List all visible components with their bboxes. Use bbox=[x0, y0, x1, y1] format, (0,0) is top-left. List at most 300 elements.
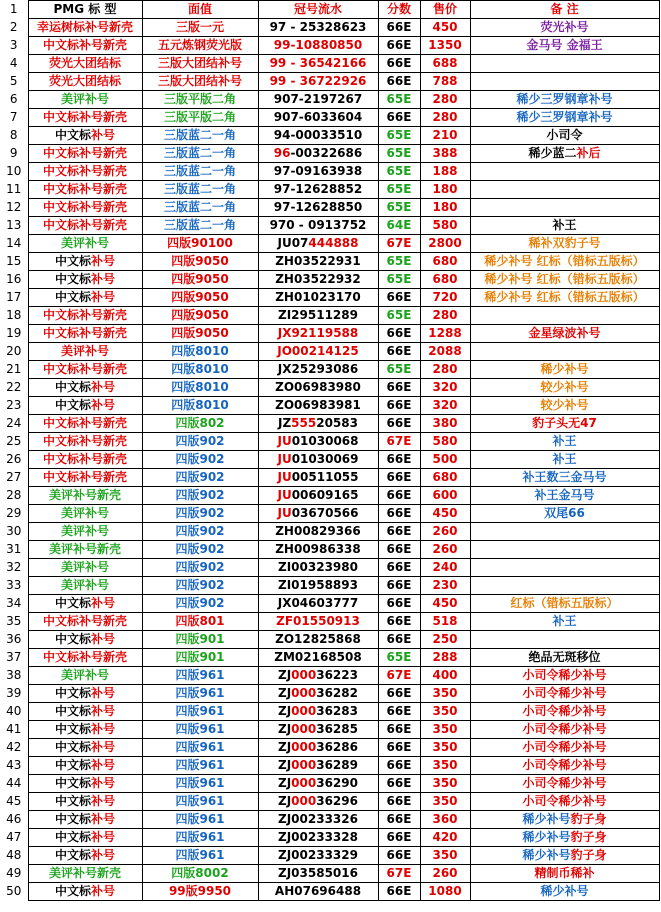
cell-type bbox=[28, 271, 142, 289]
cell-note-text: 稀少补号 红标（错标五版标） bbox=[484, 290, 645, 304]
cell-note-text: 稀少三罗钢章补号 bbox=[516, 92, 613, 106]
cell-serial bbox=[258, 883, 378, 901]
cell-price-text: 450 bbox=[432, 20, 458, 34]
cell-denomination bbox=[142, 163, 258, 181]
cell-score bbox=[378, 343, 420, 361]
row-number: 3 bbox=[0, 37, 28, 55]
cell-serial-text: 36283 bbox=[316, 704, 358, 718]
cell-type-text: 中文标补号新壳 bbox=[42, 326, 127, 340]
row-number: 31 bbox=[0, 541, 28, 559]
cell-note bbox=[470, 127, 659, 145]
cell-note bbox=[470, 235, 659, 253]
cell-type-text: 荧光大团结标 bbox=[48, 74, 121, 88]
cell-type-text: 补号 bbox=[91, 380, 116, 394]
cell-serial bbox=[258, 865, 378, 883]
cell-note-text: 较少补号 bbox=[540, 398, 589, 412]
cell-type bbox=[28, 865, 142, 883]
cell-serial-text: 000 bbox=[291, 740, 317, 754]
cell-denomination-text: 四版9050 bbox=[171, 326, 229, 340]
cell-score bbox=[378, 415, 420, 433]
cell-type-text: 美评补号 bbox=[60, 668, 109, 682]
table-row bbox=[0, 883, 659, 901]
cell-price-text: 380 bbox=[432, 416, 458, 430]
cell-denomination bbox=[142, 487, 258, 505]
row-number: 30 bbox=[0, 523, 28, 541]
cell-denomination-text: 四版901 bbox=[175, 632, 225, 646]
cell-denomination-text: 四版8010 bbox=[171, 380, 229, 394]
cell-denomination-text: 四版9050 bbox=[171, 290, 229, 304]
cell-price-text: 280 bbox=[432, 308, 458, 322]
cell-price-text: 680 bbox=[432, 470, 458, 484]
cell-serial bbox=[258, 73, 378, 91]
cell-price-text: 600 bbox=[432, 488, 458, 502]
cell-serial bbox=[258, 685, 378, 703]
cell-type bbox=[28, 235, 142, 253]
cell-type-text: 补号 bbox=[91, 848, 116, 862]
cell-score-text: 65E bbox=[386, 272, 412, 286]
cell-denomination bbox=[142, 217, 258, 235]
cell-denomination bbox=[142, 91, 258, 109]
cell-denomination bbox=[142, 739, 258, 757]
cell-price-text: 350 bbox=[432, 794, 458, 808]
cell-denomination bbox=[142, 307, 258, 325]
row-number: 15 bbox=[0, 253, 28, 271]
cell-price-text: 680 bbox=[432, 254, 458, 268]
cell-serial-text: JU bbox=[277, 470, 292, 484]
cell-type bbox=[28, 307, 142, 325]
table-row bbox=[0, 199, 659, 217]
cell-type-text: 中文标补号新壳 bbox=[42, 164, 127, 178]
cell-type bbox=[28, 415, 142, 433]
cell-denomination bbox=[142, 325, 258, 343]
cell-price bbox=[420, 703, 470, 721]
cell-price-text: 420 bbox=[432, 830, 458, 844]
cell-type bbox=[28, 631, 142, 649]
cell-serial-text: 000 bbox=[291, 722, 317, 736]
cell-denomination-text: 三版蓝二一角 bbox=[163, 164, 236, 178]
cell-note-text: 补王数三金马号 bbox=[522, 470, 607, 484]
row-number: 40 bbox=[0, 703, 28, 721]
cell-note-text: 稀少补号 bbox=[540, 362, 589, 376]
cell-serial-text: 03670566 bbox=[291, 506, 359, 520]
cell-type-text: 中文标 bbox=[54, 686, 91, 700]
cell-type bbox=[28, 73, 142, 91]
cell-price-text: 350 bbox=[432, 722, 458, 736]
cell-denomination bbox=[142, 361, 258, 379]
cell-denomination-text: 四版8010 bbox=[171, 362, 229, 376]
cell-note-text: 稀少补号 bbox=[522, 848, 571, 862]
cell-score-text: 66E bbox=[386, 56, 412, 70]
cell-price-text: 350 bbox=[432, 704, 458, 718]
cell-score-text: 65E bbox=[386, 200, 412, 214]
cell-score-text: 66E bbox=[386, 20, 412, 34]
cell-score bbox=[378, 487, 420, 505]
cell-serial-text: ZO06983980 bbox=[275, 380, 361, 394]
cell-serial-text: 000 bbox=[291, 776, 317, 790]
cell-price-text: 688 bbox=[432, 56, 458, 70]
cell-type bbox=[28, 343, 142, 361]
cell-denomination-text: 四版902 bbox=[175, 452, 225, 466]
cell-note bbox=[470, 595, 659, 613]
cell-score-text: 66E bbox=[386, 506, 412, 520]
cell-serial bbox=[258, 91, 378, 109]
row-number: 7 bbox=[0, 109, 28, 127]
header-note: 备 注 bbox=[470, 1, 659, 19]
cell-type bbox=[28, 145, 142, 163]
cell-price bbox=[420, 595, 470, 613]
cell-denomination bbox=[142, 253, 258, 271]
cell-serial bbox=[258, 235, 378, 253]
table-row bbox=[0, 379, 659, 397]
cell-denomination bbox=[142, 757, 258, 775]
cell-score bbox=[378, 721, 420, 739]
cell-note-text: 金马号 金福王 bbox=[526, 38, 603, 52]
cell-note-text: 补后 bbox=[576, 146, 601, 160]
cell-score-text: 66E bbox=[386, 452, 412, 466]
cell-type-text: 补号 bbox=[91, 632, 116, 646]
cell-note bbox=[470, 649, 659, 667]
cell-price bbox=[420, 271, 470, 289]
cell-type-text: 补号 bbox=[91, 398, 116, 412]
cell-note bbox=[470, 91, 659, 109]
cell-price-text: 1350 bbox=[428, 38, 462, 52]
cell-serial-text: 97-12628852 bbox=[273, 182, 363, 196]
cell-type-text: 中文标补号新壳 bbox=[42, 452, 127, 466]
cell-note-text: 小司令 bbox=[546, 128, 583, 142]
cell-denomination bbox=[142, 721, 258, 739]
cell-serial bbox=[258, 559, 378, 577]
cell-serial bbox=[258, 703, 378, 721]
cell-score-text: 66E bbox=[386, 722, 412, 736]
cell-serial-text: 96 bbox=[273, 146, 291, 160]
cell-price bbox=[420, 865, 470, 883]
cell-price-text: 350 bbox=[432, 686, 458, 700]
header-type: PMG 标 型 bbox=[28, 1, 142, 19]
cell-serial bbox=[258, 433, 378, 451]
cell-score bbox=[378, 469, 420, 487]
cell-score-text: 66E bbox=[386, 380, 412, 394]
cell-price bbox=[420, 199, 470, 217]
table-row bbox=[0, 361, 659, 379]
cell-denomination bbox=[142, 37, 258, 55]
cell-score-text: 66E bbox=[386, 74, 412, 88]
cell-type bbox=[28, 685, 142, 703]
cell-price bbox=[420, 757, 470, 775]
cell-score-text: 66E bbox=[386, 776, 412, 790]
cell-denomination-text: 三版蓝二一角 bbox=[163, 146, 236, 160]
cell-serial-text: 36282 bbox=[316, 686, 358, 700]
cell-denomination bbox=[142, 667, 258, 685]
cell-denomination bbox=[142, 379, 258, 397]
cell-note bbox=[470, 253, 659, 271]
cell-price bbox=[420, 253, 470, 271]
cell-denomination bbox=[142, 505, 258, 523]
row-number: 10 bbox=[0, 163, 28, 181]
cell-denomination-text: 四版961 bbox=[175, 686, 225, 700]
table-row bbox=[0, 325, 659, 343]
cell-serial bbox=[258, 19, 378, 37]
cell-type-text: 美评补号 bbox=[60, 236, 109, 250]
cell-price-text: 180 bbox=[432, 182, 458, 196]
cell-score-text: 66E bbox=[386, 110, 412, 124]
cell-type-text: 新壳 bbox=[109, 20, 134, 34]
cell-price-text: 320 bbox=[432, 398, 458, 412]
cell-score-text: 66E bbox=[386, 344, 412, 358]
cell-type-text: 中文标补号新壳 bbox=[42, 434, 127, 448]
cell-type-text: 中文标 bbox=[54, 758, 91, 772]
cell-type bbox=[28, 397, 142, 415]
cell-note bbox=[470, 433, 659, 451]
cell-score-text: 66E bbox=[386, 794, 412, 808]
row-number: 23 bbox=[0, 397, 28, 415]
cell-type-text: 中文标补号新壳 bbox=[42, 362, 127, 376]
cell-price bbox=[420, 163, 470, 181]
cell-denomination-text: 四版902 bbox=[175, 488, 225, 502]
cell-note-text: 金星绿波补号 bbox=[528, 326, 601, 340]
cell-note-text: 荧光补号 bbox=[540, 20, 589, 34]
cell-score bbox=[378, 793, 420, 811]
cell-denomination bbox=[142, 865, 258, 883]
cell-denomination bbox=[142, 145, 258, 163]
cell-price-text: 280 bbox=[432, 92, 458, 106]
cell-score-text: 66E bbox=[386, 614, 412, 628]
cell-type bbox=[28, 19, 142, 37]
cell-price-text: 210 bbox=[432, 128, 458, 142]
cell-type bbox=[28, 199, 142, 217]
cell-denomination-text: 四版902 bbox=[175, 524, 225, 538]
cell-note-text: 稀补双豹子号 bbox=[528, 236, 601, 250]
cell-score-text: 66E bbox=[386, 848, 412, 862]
table-row bbox=[0, 271, 659, 289]
cell-score bbox=[378, 307, 420, 325]
cell-serial-text: 97 - 25328623 bbox=[269, 20, 367, 34]
table-row bbox=[0, 37, 659, 55]
cell-type-text: 补号 bbox=[91, 290, 116, 304]
cell-note bbox=[470, 523, 659, 541]
cell-note bbox=[470, 883, 659, 901]
cell-score bbox=[378, 361, 420, 379]
cell-denomination-text: 三版蓝二一角 bbox=[163, 182, 236, 196]
cell-score bbox=[378, 595, 420, 613]
cell-type-text: 中文标 bbox=[54, 848, 91, 862]
cell-denomination-text: 四版9050 bbox=[171, 272, 229, 286]
cell-type bbox=[28, 181, 142, 199]
cell-score bbox=[378, 667, 420, 685]
cell-denomination bbox=[142, 109, 258, 127]
cell-serial bbox=[258, 199, 378, 217]
cell-note-text: 稀少蓝二 bbox=[528, 146, 577, 160]
cell-price-text: 280 bbox=[432, 362, 458, 376]
cell-serial-text: ZJ bbox=[278, 722, 292, 736]
cell-score-text: 66E bbox=[386, 470, 412, 484]
cell-score-text: 66E bbox=[386, 686, 412, 700]
cell-note-text: 红标（错标五版标） bbox=[510, 596, 619, 610]
cell-type-text: 中文标 bbox=[54, 812, 91, 826]
cell-serial-text: 97-09163938 bbox=[273, 164, 363, 178]
cell-type-text: 中文标补号新壳 bbox=[42, 308, 127, 322]
cell-note bbox=[470, 379, 659, 397]
cell-serial bbox=[258, 343, 378, 361]
table-row bbox=[0, 55, 659, 73]
cell-type bbox=[28, 649, 142, 667]
cell-score-text: 66E bbox=[386, 578, 412, 592]
cell-price bbox=[420, 397, 470, 415]
cell-denomination bbox=[142, 847, 258, 865]
row-number: 19 bbox=[0, 325, 28, 343]
cell-note bbox=[470, 343, 659, 361]
cell-denomination bbox=[142, 181, 258, 199]
cell-type bbox=[28, 523, 142, 541]
cell-type bbox=[28, 127, 142, 145]
cell-serial-text: JU bbox=[277, 452, 292, 466]
cell-price bbox=[420, 541, 470, 559]
table-row bbox=[0, 667, 659, 685]
cell-note-text: 小司令稀少补号 bbox=[522, 794, 607, 808]
cell-denomination bbox=[142, 613, 258, 631]
cell-score-text: 67E bbox=[386, 668, 412, 682]
cell-serial-text: 99 - 36542166 bbox=[269, 56, 367, 70]
cell-note-text: 小司令稀少补号 bbox=[522, 758, 607, 772]
cell-note-text: 豹子头无47 bbox=[532, 416, 597, 430]
cell-type-text: 中文标 bbox=[54, 740, 91, 754]
cell-score bbox=[378, 19, 420, 37]
cell-serial bbox=[258, 793, 378, 811]
cell-type bbox=[28, 577, 142, 595]
cell-type bbox=[28, 109, 142, 127]
cell-score-text: 66E bbox=[386, 38, 412, 52]
cell-serial bbox=[258, 271, 378, 289]
table-row bbox=[0, 145, 659, 163]
cell-serial-text: JO00214125 bbox=[277, 344, 359, 358]
cell-price bbox=[420, 343, 470, 361]
cell-price-text: 788 bbox=[432, 74, 458, 88]
table-row bbox=[0, 415, 659, 433]
table-row bbox=[0, 721, 659, 739]
cell-score bbox=[378, 451, 420, 469]
cell-score bbox=[378, 235, 420, 253]
cell-note bbox=[470, 451, 659, 469]
cell-type-text: 补号 bbox=[84, 20, 109, 34]
cell-serial-text: 907-2197267 bbox=[273, 92, 363, 106]
cell-score bbox=[378, 199, 420, 217]
table-row bbox=[0, 559, 659, 577]
cell-denomination-text: 四版802 bbox=[175, 416, 225, 430]
cell-score bbox=[378, 73, 420, 91]
row-number: 39 bbox=[0, 685, 28, 703]
cell-score-text: 66E bbox=[386, 488, 412, 502]
cell-serial bbox=[258, 721, 378, 739]
cell-score bbox=[378, 577, 420, 595]
cell-note bbox=[470, 757, 659, 775]
cell-type-text: 中文标 bbox=[54, 884, 91, 898]
cell-type-text: 美评补号 bbox=[60, 92, 109, 106]
cell-note-text: 绝品无斑移位 bbox=[528, 650, 601, 664]
table-row bbox=[0, 91, 659, 109]
cell-serial bbox=[258, 739, 378, 757]
row-number: 45 bbox=[0, 793, 28, 811]
row-number: 38 bbox=[0, 667, 28, 685]
cell-note bbox=[470, 631, 659, 649]
row-number: 2 bbox=[0, 19, 28, 37]
table-row bbox=[0, 73, 659, 91]
cell-price bbox=[420, 145, 470, 163]
cell-score bbox=[378, 379, 420, 397]
cell-serial-text: 970 - 0913752 bbox=[269, 218, 367, 232]
cell-serial-text: 00511055 bbox=[291, 470, 359, 484]
table-row bbox=[0, 289, 659, 307]
cell-note-text: 小司令稀少补号 bbox=[522, 722, 607, 736]
cell-score-text: 65E bbox=[386, 182, 412, 196]
cell-serial bbox=[258, 829, 378, 847]
cell-serial-text: 36289 bbox=[316, 758, 358, 772]
cell-type-text: 中文标 bbox=[54, 596, 91, 610]
cell-score-text: 66E bbox=[386, 398, 412, 412]
table-row bbox=[0, 505, 659, 523]
cell-serial-text: JZ bbox=[278, 416, 292, 430]
cell-score-text: 66E bbox=[386, 632, 412, 646]
table-row bbox=[0, 829, 659, 847]
cell-price bbox=[420, 793, 470, 811]
cell-note bbox=[470, 775, 659, 793]
cell-type-text: 中文标 bbox=[54, 398, 91, 412]
cell-note-text: 小司令稀少补号 bbox=[522, 740, 607, 754]
cell-denomination bbox=[142, 127, 258, 145]
cell-note-text: 补王 bbox=[552, 434, 577, 448]
cell-serial bbox=[258, 127, 378, 145]
cell-note bbox=[470, 361, 659, 379]
cell-serial-text: JU07 bbox=[277, 236, 309, 250]
cell-serial-text: JU bbox=[277, 434, 292, 448]
cell-serial bbox=[258, 289, 378, 307]
cell-score-text: 66E bbox=[386, 542, 412, 556]
cell-denomination-text: 四版961 bbox=[175, 812, 225, 826]
cell-type bbox=[28, 739, 142, 757]
cell-note bbox=[470, 487, 659, 505]
cell-serial-text: ZJ00233329 bbox=[278, 848, 358, 862]
cell-serial-text: 36290 bbox=[316, 776, 358, 790]
cell-score bbox=[378, 829, 420, 847]
cell-type bbox=[28, 757, 142, 775]
cell-note bbox=[470, 829, 659, 847]
cell-note bbox=[470, 811, 659, 829]
cell-denomination bbox=[142, 775, 258, 793]
row-number: 29 bbox=[0, 505, 28, 523]
cell-type bbox=[28, 811, 142, 829]
row-number: 24 bbox=[0, 415, 28, 433]
cell-denomination-text: 四版961 bbox=[175, 722, 225, 736]
cell-note bbox=[470, 505, 659, 523]
cell-serial bbox=[258, 469, 378, 487]
cell-serial-text: ZJ bbox=[278, 794, 292, 808]
cell-serial-text: ZI01958893 bbox=[278, 578, 358, 592]
row-number: 9 bbox=[0, 145, 28, 163]
cell-type-text: 补号 bbox=[91, 128, 116, 142]
cell-denomination bbox=[142, 55, 258, 73]
row-number: 43 bbox=[0, 757, 28, 775]
cell-price bbox=[420, 307, 470, 325]
cell-serial bbox=[258, 667, 378, 685]
cell-denomination bbox=[142, 235, 258, 253]
cell-denomination-text: 四版8002 bbox=[171, 866, 229, 880]
cell-price-text: 250 bbox=[432, 632, 458, 646]
cell-score bbox=[378, 757, 420, 775]
cell-type-text: 补号 bbox=[91, 254, 116, 268]
cell-type-text: 中文标 bbox=[54, 128, 91, 142]
cell-serial-text: ZH00829366 bbox=[275, 524, 361, 538]
cell-price bbox=[420, 667, 470, 685]
cell-score-text: 66E bbox=[386, 884, 412, 898]
cell-note-text: 小司令稀少补号 bbox=[522, 668, 607, 682]
